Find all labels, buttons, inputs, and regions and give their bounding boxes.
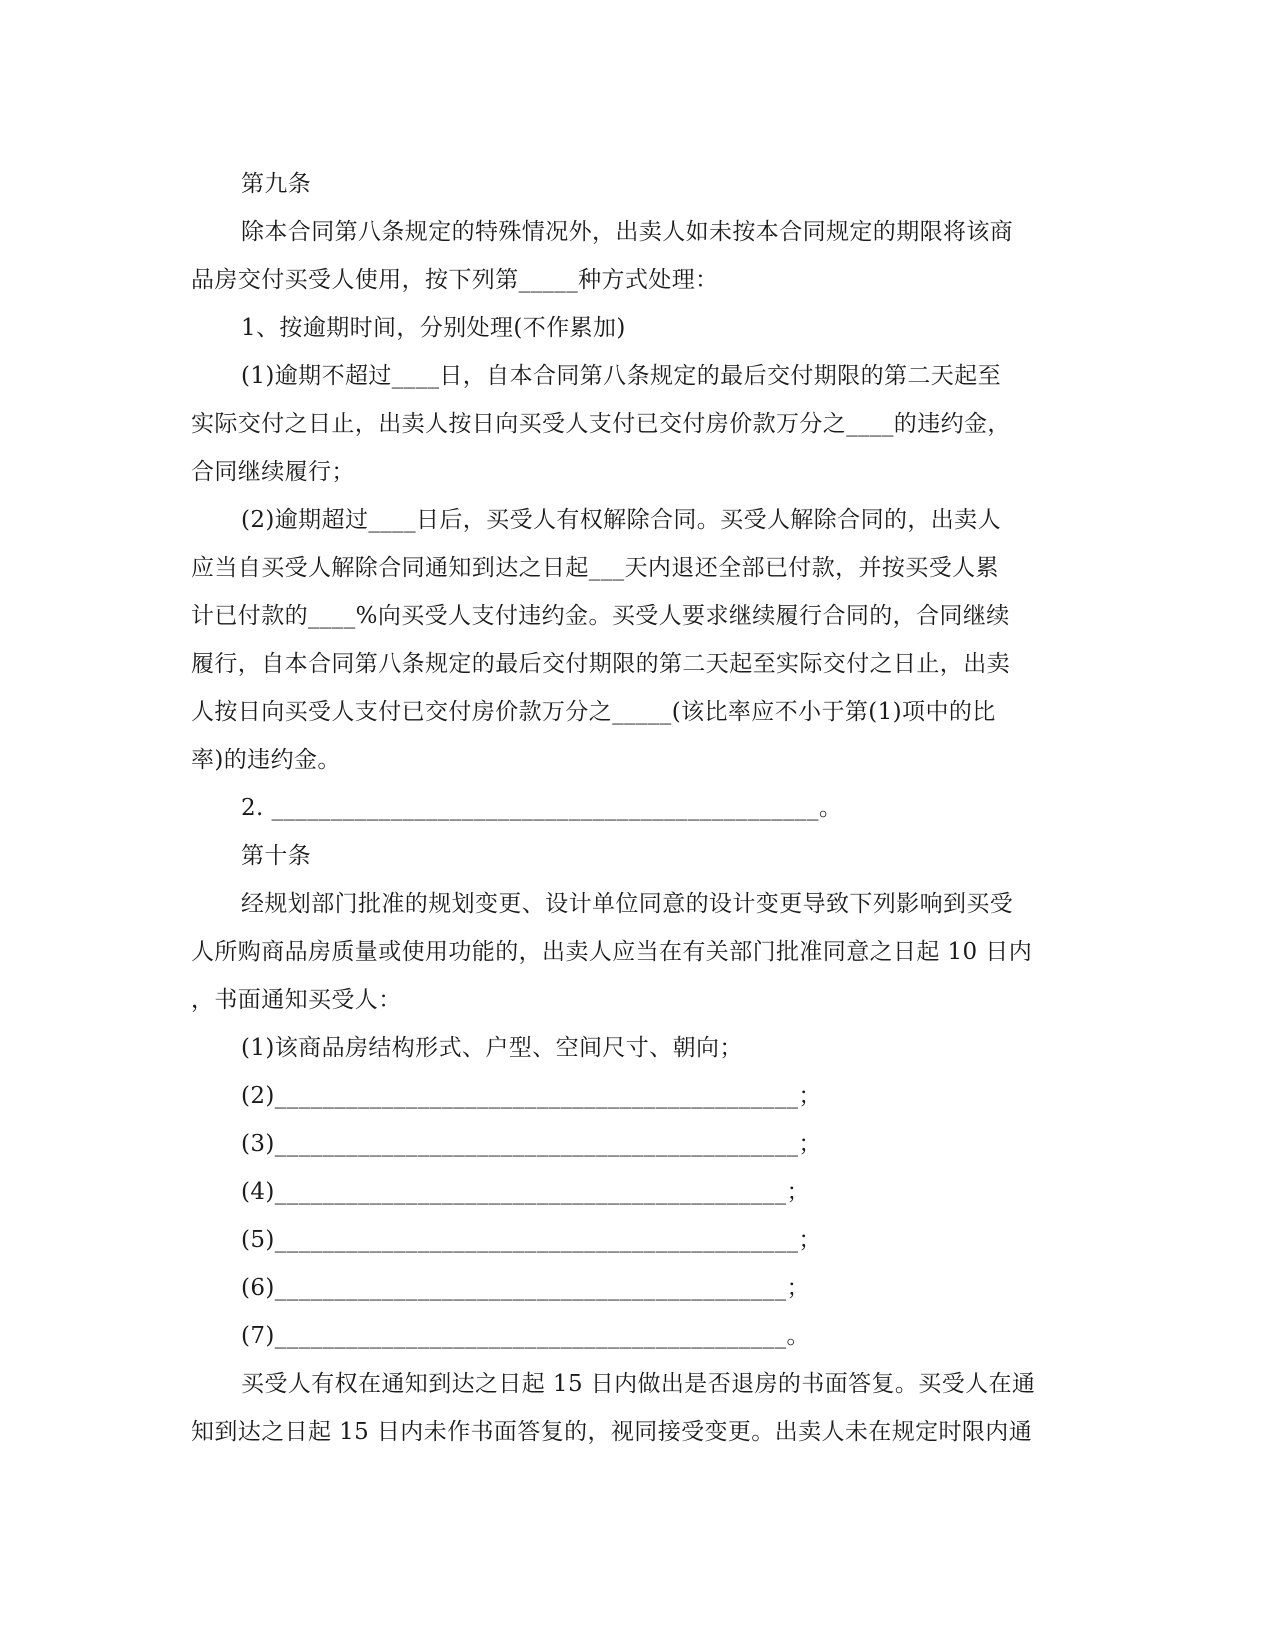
document-body bbox=[191, 160, 1071, 1456]
list-item: (5)____________________________________________； bbox=[241, 1227, 822, 1253]
paragraph-line: 人按日向买受人支付已交付房价款万分之_____(该比率应不小于第(1)项中的比 bbox=[191, 699, 996, 725]
paragraph-line: 实际交付之日止，出卖人按日向买受人支付已交付房价款万分之____的违约金， bbox=[191, 411, 1011, 437]
paragraph-line: 率)的违约金。 bbox=[191, 747, 341, 773]
paragraph-line: 应当自买受人解除合同通知到达之日起___天内退还全部已付款，并按买受人累 bbox=[191, 555, 999, 581]
list-item: (6)___________________________________________； bbox=[241, 1275, 810, 1301]
paragraph-line: 计已付款的____%向买受人支付违约金。买受人要求继续履行合同的，合同继续 bbox=[191, 603, 1010, 629]
article-9-heading: 第九条 bbox=[241, 171, 312, 197]
paragraph-line: 除本合同第八条规定的特殊情况外，出卖人如未按本合同规定的期限将该商 bbox=[241, 219, 1014, 245]
article-10-heading: 第十条 bbox=[241, 843, 312, 869]
paragraph-line: (2)逾期超过____日后，买受人有权解除合同。买受人解除合同的，出卖人 bbox=[241, 507, 1001, 533]
paragraph-line: 2. ______________________________________________。 bbox=[241, 795, 843, 821]
paragraph-line: 履行，自本合同第八条规定的最后交付期限的第二天起至实际交付之日止，出卖 bbox=[191, 651, 1010, 677]
paragraph-line: 人所购商品房质量或使用功能的，出卖人应当在有关部门批准同意之日起 10 日内 bbox=[191, 939, 1033, 965]
paragraph-line: ，书面通知买受人： bbox=[191, 987, 402, 1013]
list-item: (2)____________________________________________； bbox=[241, 1083, 822, 1109]
paragraph-line: 1、按逾期时间，分别处理(不作累加) bbox=[241, 315, 626, 341]
paragraph-line: 经规划部门批准的规划变更、设计单位同意的设计变更导致下列影响到买受 bbox=[241, 891, 1014, 917]
list-item: (3)____________________________________________； bbox=[241, 1131, 822, 1157]
list-item: (1)该商品房结构形式、户型、空间尺寸、朝向； bbox=[241, 1035, 743, 1061]
paragraph-line: 品房交付买受人使用，按下列第_____种方式处理： bbox=[191, 267, 719, 293]
list-item: (7)___________________________________________。 bbox=[241, 1323, 810, 1349]
paragraph-line: (1)逾期不超过____日，自本合同第八条规定的最后交付期限的第二天起至 bbox=[241, 363, 1001, 389]
paragraph-line: 买受人有权在通知到达之日起 15 日内做出是否退房的书面答复。买受人在通 bbox=[241, 1371, 1036, 1397]
list-item: (4)___________________________________________； bbox=[241, 1179, 810, 1205]
paragraph-line: 合同继续履行； bbox=[191, 459, 355, 485]
paragraph-line: 知到达之日起 15 日内未作书面答复的，视同接受变更。出卖人未在规定时限内通 bbox=[191, 1419, 1033, 1445]
